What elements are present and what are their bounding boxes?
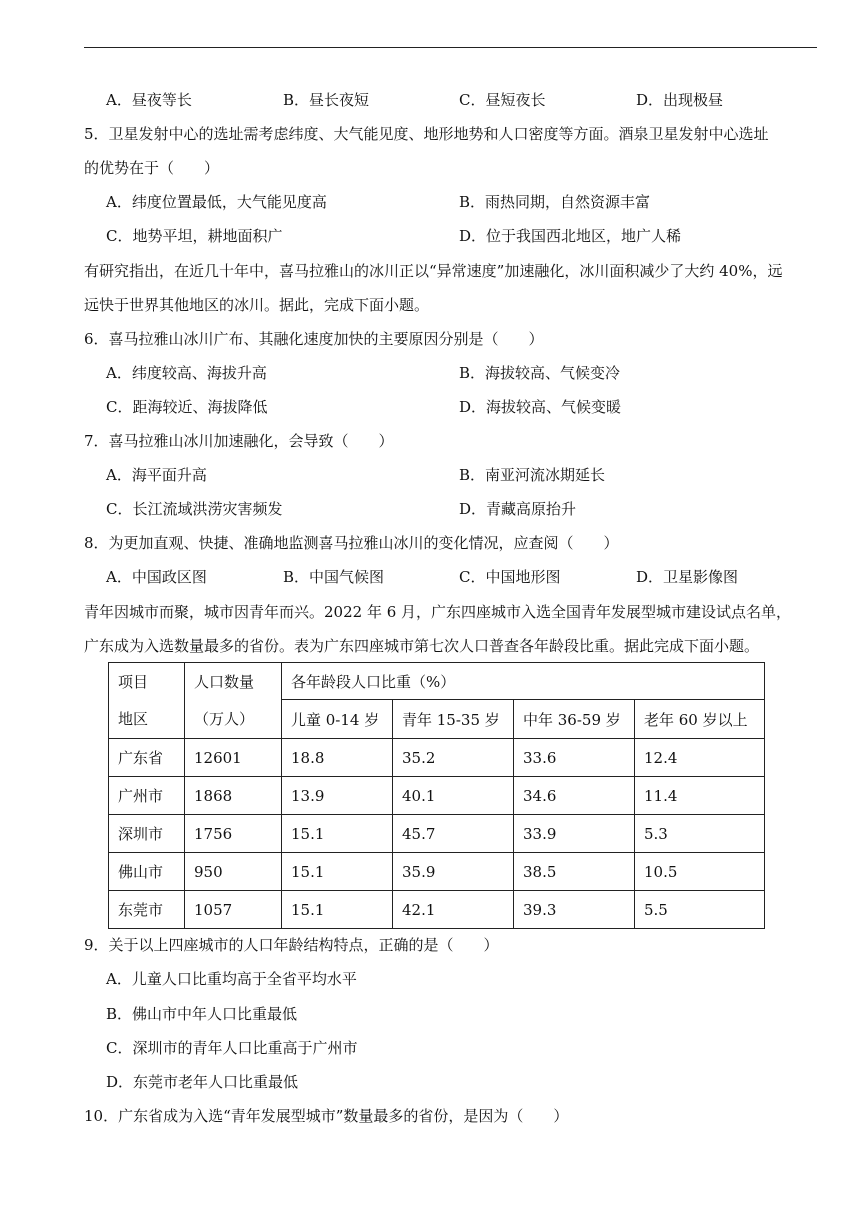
table-sub-header: 老年 60 岁以上: [635, 700, 765, 739]
q9-stem: 9．关于以上四座城市的人口年龄结构特点，正确的是（ ）: [84, 936, 499, 954]
table-cell-youth: 35.9: [393, 853, 514, 891]
table-cell-population: 1868: [185, 777, 282, 815]
q6-option-b[interactable]: B．海拔较高、气候变冷: [459, 364, 621, 382]
table-cell-region: 佛山市: [109, 853, 185, 891]
q5-option-a[interactable]: A．纬度位置最低，大气能见度高: [106, 193, 327, 211]
q8-option-c[interactable]: C．中国地形图: [459, 568, 561, 586]
q7-option-b[interactable]: B．南亚河流冰期延长: [459, 466, 606, 484]
table-row: [109, 853, 765, 891]
q9-option-c[interactable]: C．深圳市的青年人口比重高于广州市: [106, 1039, 358, 1057]
q7-option-a[interactable]: A．海平面升高: [106, 466, 207, 484]
table-row: [109, 891, 765, 929]
q9-option-b[interactable]: B．佛山市中年人口比重最低: [106, 1005, 298, 1023]
header-rule: [84, 47, 817, 48]
table-sub-header: 儿童 0-14 岁: [282, 700, 393, 739]
table-cell-youth: 42.1: [393, 891, 514, 929]
table-row: [109, 777, 765, 815]
table-cell-youth: 45.7: [393, 815, 514, 853]
table-cell-region: 广州市: [109, 777, 185, 815]
table-corner-top: 项目: [109, 663, 185, 700]
table-cell-middle: 34.6: [514, 777, 635, 815]
q5-stem-line-2: 的优势在于（ ）: [84, 159, 220, 177]
table-cell-region: 深圳市: [109, 815, 185, 853]
table-cell-elder: 5.3: [635, 815, 765, 853]
q4-option-d[interactable]: D．出现极昼: [636, 91, 724, 109]
table-cell-child: 15.1: [282, 853, 393, 891]
q7-option-d[interactable]: D．青藏高原抬升: [459, 500, 577, 518]
q7-option-c[interactable]: C．长江流域洪涝灾害频发: [106, 500, 283, 518]
population-table: [108, 662, 765, 929]
table-cell-population: 950: [185, 853, 282, 891]
table-cell-child: 15.1: [282, 891, 393, 929]
q5-option-c[interactable]: C．地势平坦，耕地面积广: [106, 227, 283, 245]
table-cell-middle: 33.6: [514, 739, 635, 777]
table-cell-youth: 40.1: [393, 777, 514, 815]
q9-option-d[interactable]: D．东莞市老年人口比重最低: [106, 1073, 299, 1091]
table-cell-population: 1057: [185, 891, 282, 929]
table-cell-child: 13.9: [282, 777, 393, 815]
q4-option-b[interactable]: B．昼长夜短: [283, 91, 370, 109]
table-cell-elder: 11.4: [635, 777, 765, 815]
table-sub-header: 青年 15-35 岁: [393, 700, 514, 739]
table-cell-middle: 33.9: [514, 815, 635, 853]
table-cell-elder: 12.4: [635, 739, 765, 777]
q10-stem: 10．广东省成为入选“青年发展型城市”数量最多的省份，是因为（ ）: [84, 1107, 569, 1125]
q5-option-b[interactable]: B．雨热同期，自然资源丰富: [459, 193, 651, 211]
q8-option-a[interactable]: A．中国政区图: [106, 568, 207, 586]
passage-2-line-1: 青年因城市而聚，城市因青年而兴。2022 年 6 月，广东四座城市入选全国青年发展型城市建设试点名单，: [84, 603, 792, 621]
table-cell-population: 12601: [185, 739, 282, 777]
q6-option-a[interactable]: A．纬度较高、海拔升高: [106, 364, 267, 382]
table-corner-bottom: 地区: [109, 700, 185, 739]
table-cell-middle: 38.5: [514, 853, 635, 891]
q4-option-a[interactable]: A．昼夜等长: [106, 91, 192, 109]
passage-2-line-2: 广东成为入选数量最多的省份。表为广东四座城市第七次人口普查各年龄段比重。据此完成下面小题。: [84, 637, 760, 655]
table-row: [109, 739, 765, 777]
q7-stem: 7．喜马拉雅山冰川加速融化，会导致（ ）: [84, 432, 394, 450]
table-cell-region: 广东省: [109, 739, 185, 777]
q5-option-d[interactable]: D．位于我国西北地区，地广人稀: [459, 227, 682, 245]
table-cell-region: 东莞市: [109, 891, 185, 929]
table-sub-header: 中年 36-59 岁: [514, 700, 635, 739]
q6-option-c[interactable]: C．距海较近、海拔降低: [106, 398, 268, 416]
q4-option-c[interactable]: C．昼短夜长: [459, 91, 546, 109]
table-group-header: 各年龄段人口比重（%）: [282, 663, 765, 700]
table-cell-child: 18.8: [282, 739, 393, 777]
table-cell-child: 15.1: [282, 815, 393, 853]
table-pop-header-1: 人口数量: [185, 663, 282, 700]
q8-option-b[interactable]: B．中国气候图: [283, 568, 385, 586]
table-cell-middle: 39.3: [514, 891, 635, 929]
q8-stem: 8．为更加直观、快捷、准确地监测喜马拉雅山冰川的变化情况，应查阅（ ）: [84, 534, 619, 552]
table-cell-youth: 35.2: [393, 739, 514, 777]
q6-option-d[interactable]: D．海拔较高、气候变暖: [459, 398, 622, 416]
table-pop-header-2: （万人）: [185, 700, 282, 739]
passage-1-line-1: 有研究指出，在近几十年中，喜马拉雅山的冰川正以“异常速度”加速融化，冰川面积减少了大约 40%，远: [84, 262, 783, 280]
table-cell-elder: 5.5: [635, 891, 765, 929]
table-cell-elder: 10.5: [635, 853, 765, 891]
q5-stem-line-1: 5．卫星发射中心的选址需考虑纬度、大气能见度、地形地势和人口密度等方面。酒泉卫星发射中心选址: [84, 125, 769, 143]
table-cell-population: 1756: [185, 815, 282, 853]
table-row: [109, 815, 765, 853]
passage-1-line-2: 远快于世界其他地区的冰川。据此，完成下面小题。: [84, 296, 430, 314]
q9-option-a[interactable]: A．儿童人口比重均高于全省平均水平: [106, 970, 357, 988]
q6-stem: 6．喜马拉雅山冰川广布、其融化速度加快的主要原因分别是（ ）: [84, 330, 544, 348]
q8-option-d[interactable]: D．卫星影像图: [636, 568, 739, 586]
